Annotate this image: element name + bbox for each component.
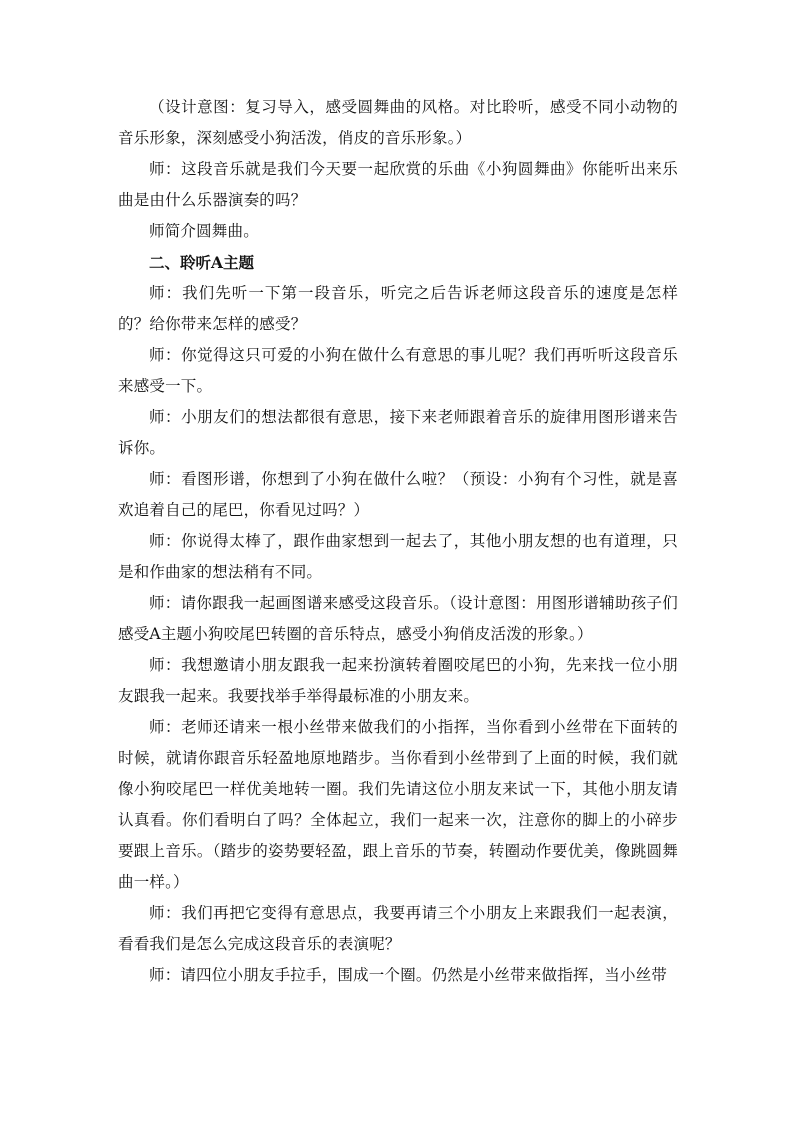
paragraph: 师：我们先听一下第一段音乐，听完之后告诉老师这段音乐的速度是怎样的？给你带来怎样的感受？ [118, 284, 678, 333]
paragraph: 师：老师还请来一根小丝带来做我们的小指挥，当你看到小丝带在下面转的时候，就请你跟音乐轻盈地原地踏步。当你看到小丝带到了上面的时候，我们就像小狗咬尾巴一样优美地转一圈。我们先请这位小朋友来试一下，其他小朋友请认真看。你们看明白了吗？全体起立，我们一起来一次，注意你的脚上的小碎步要跟上音乐。（踏步的姿势要轻盈，跟上音乐的节奏，转圈动作要优美，像跳圆舞曲一样。） [118, 718, 678, 891]
paragraph: 师：看图形谱，你想到了小狗在做什么啦？（预设：小狗有个习性，就是喜欢追着自己的尾巴，你看见过吗？） [118, 470, 678, 519]
document-page [118, 92, 678, 991]
paragraph: 师：小朋友们的想法都很有意思，接下来老师跟着音乐的旋律用图形谱来告诉你。 [118, 408, 678, 457]
design-intent-paragraph: （设计意图：复习导入，感受圆舞曲的风格。对比聆听，感受不同小动物的音乐形象，深刻感受小狗活泼，俏皮的音乐形象。） [118, 98, 678, 147]
paragraph: 师：你觉得这只可爱的小狗在做什么有意思的事儿呢？我们再听听这段音乐来感受一下。 [118, 346, 678, 395]
section-heading: 二、聆听A主题 [149, 253, 255, 272]
paragraph: 师简介圆舞曲。 [149, 222, 259, 240]
paragraph: 师：我想邀请小朋友跟我一起来扮演转着圈咬尾巴的小狗，先来找一位小朋友跟我一起来。我要找举手举得最标准的小朋友来。 [118, 656, 678, 705]
paragraph: 师：我们再把它变得有意思点，我要再请三个小朋友上来跟我们一起表演，看看我们是怎么完成这段音乐的表演呢？ [118, 904, 678, 953]
paragraph: 师：这段音乐就是我们今天要一起欣赏的乐曲《小狗圆舞曲》你能听出来乐曲是由什么乐器演奏的吗？ [118, 160, 678, 209]
paragraph: 师：请四位小朋友手拉手，围成一个圈。仍然是小丝带来做指挥，当小丝带 [149, 966, 668, 984]
paragraph: 师：请你跟我一起画图谱来感受这段音乐。（设计意图：用图形谱辅助孩子们感受A主题小狗咬尾巴转圈的音乐特点，感受小狗俏皮活泼的形象。） [118, 594, 678, 643]
paragraph: 师：你说得太棒了，跟作曲家想到一起去了，其他小朋友想的也有道理，只是和作曲家的想法稍有不同。 [118, 532, 678, 581]
